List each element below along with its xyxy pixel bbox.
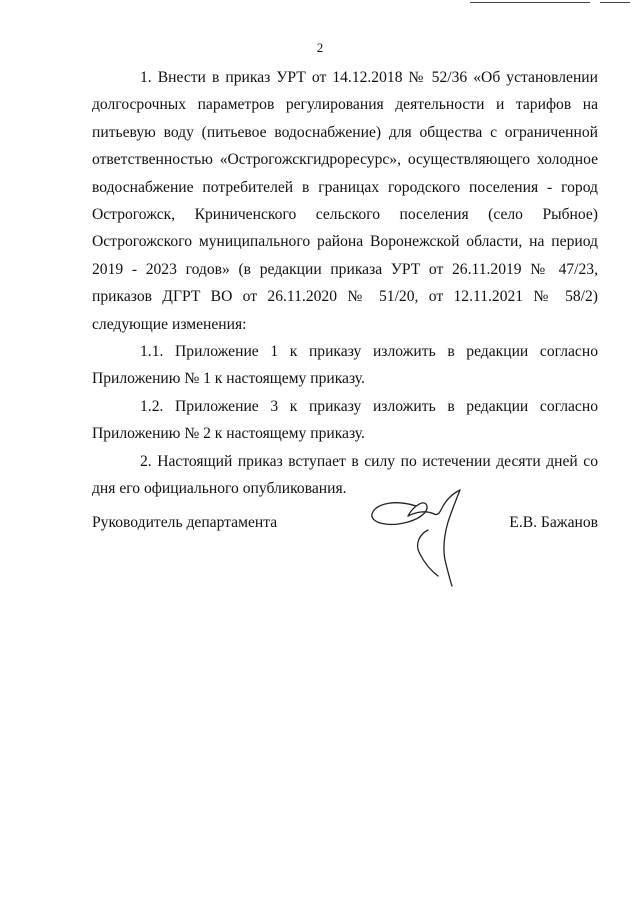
handwritten-signature [368, 488, 478, 588]
document-body [92, 64, 598, 503]
paragraph-amendment: 1. Внести в приказ УРТ от 14.12.2018 № 52/36 «Об установлении долгосрочных параметров регулирования деятельности и тарифов на питьевую воду (питьевое водоснабжение) для общества с ограниченной ответственностью «Острогожскгидроресурс», осуществляющего холодное водоснабжение потребителей в границах городского поселения - город Острогожск, Криниченского сельского поселения (село Рыбное) Острогожского муниципального района Воронежской области, на период 2019 - 2023 годов» (в редакции приказа УРТ от 26.11.2019 № 47/23, приказов ДГРТ ВО от 26.11.2020 № 51/20, от 12.11.2021 № 58/2) следующие изменения: [92, 69, 598, 333]
signer-name: Е.В. Бажанов [509, 514, 598, 531]
signer-position: Руководитель департамента [92, 514, 278, 531]
scan-edge-mark [470, 2, 590, 3]
paragraph-item-1-1: 1.1. Приложение 1 к приказу изложить в редакции согласно Приложению № 1 к настоящему приказу. [92, 343, 598, 388]
paragraph-effective-date: 2. Настоящий приказ вступает в силу по истечении десяти дней со дня его официального опубликования. [92, 452, 598, 498]
scan-edge-mark [600, 2, 630, 3]
signature-block [92, 514, 598, 544]
paragraph-item-1-2: 1.2. Приложение 3 к приказу изложить в редакции согласно Приложению № 2 к настоящему приказу. [92, 397, 598, 443]
page-number: 2 [316, 40, 324, 55]
